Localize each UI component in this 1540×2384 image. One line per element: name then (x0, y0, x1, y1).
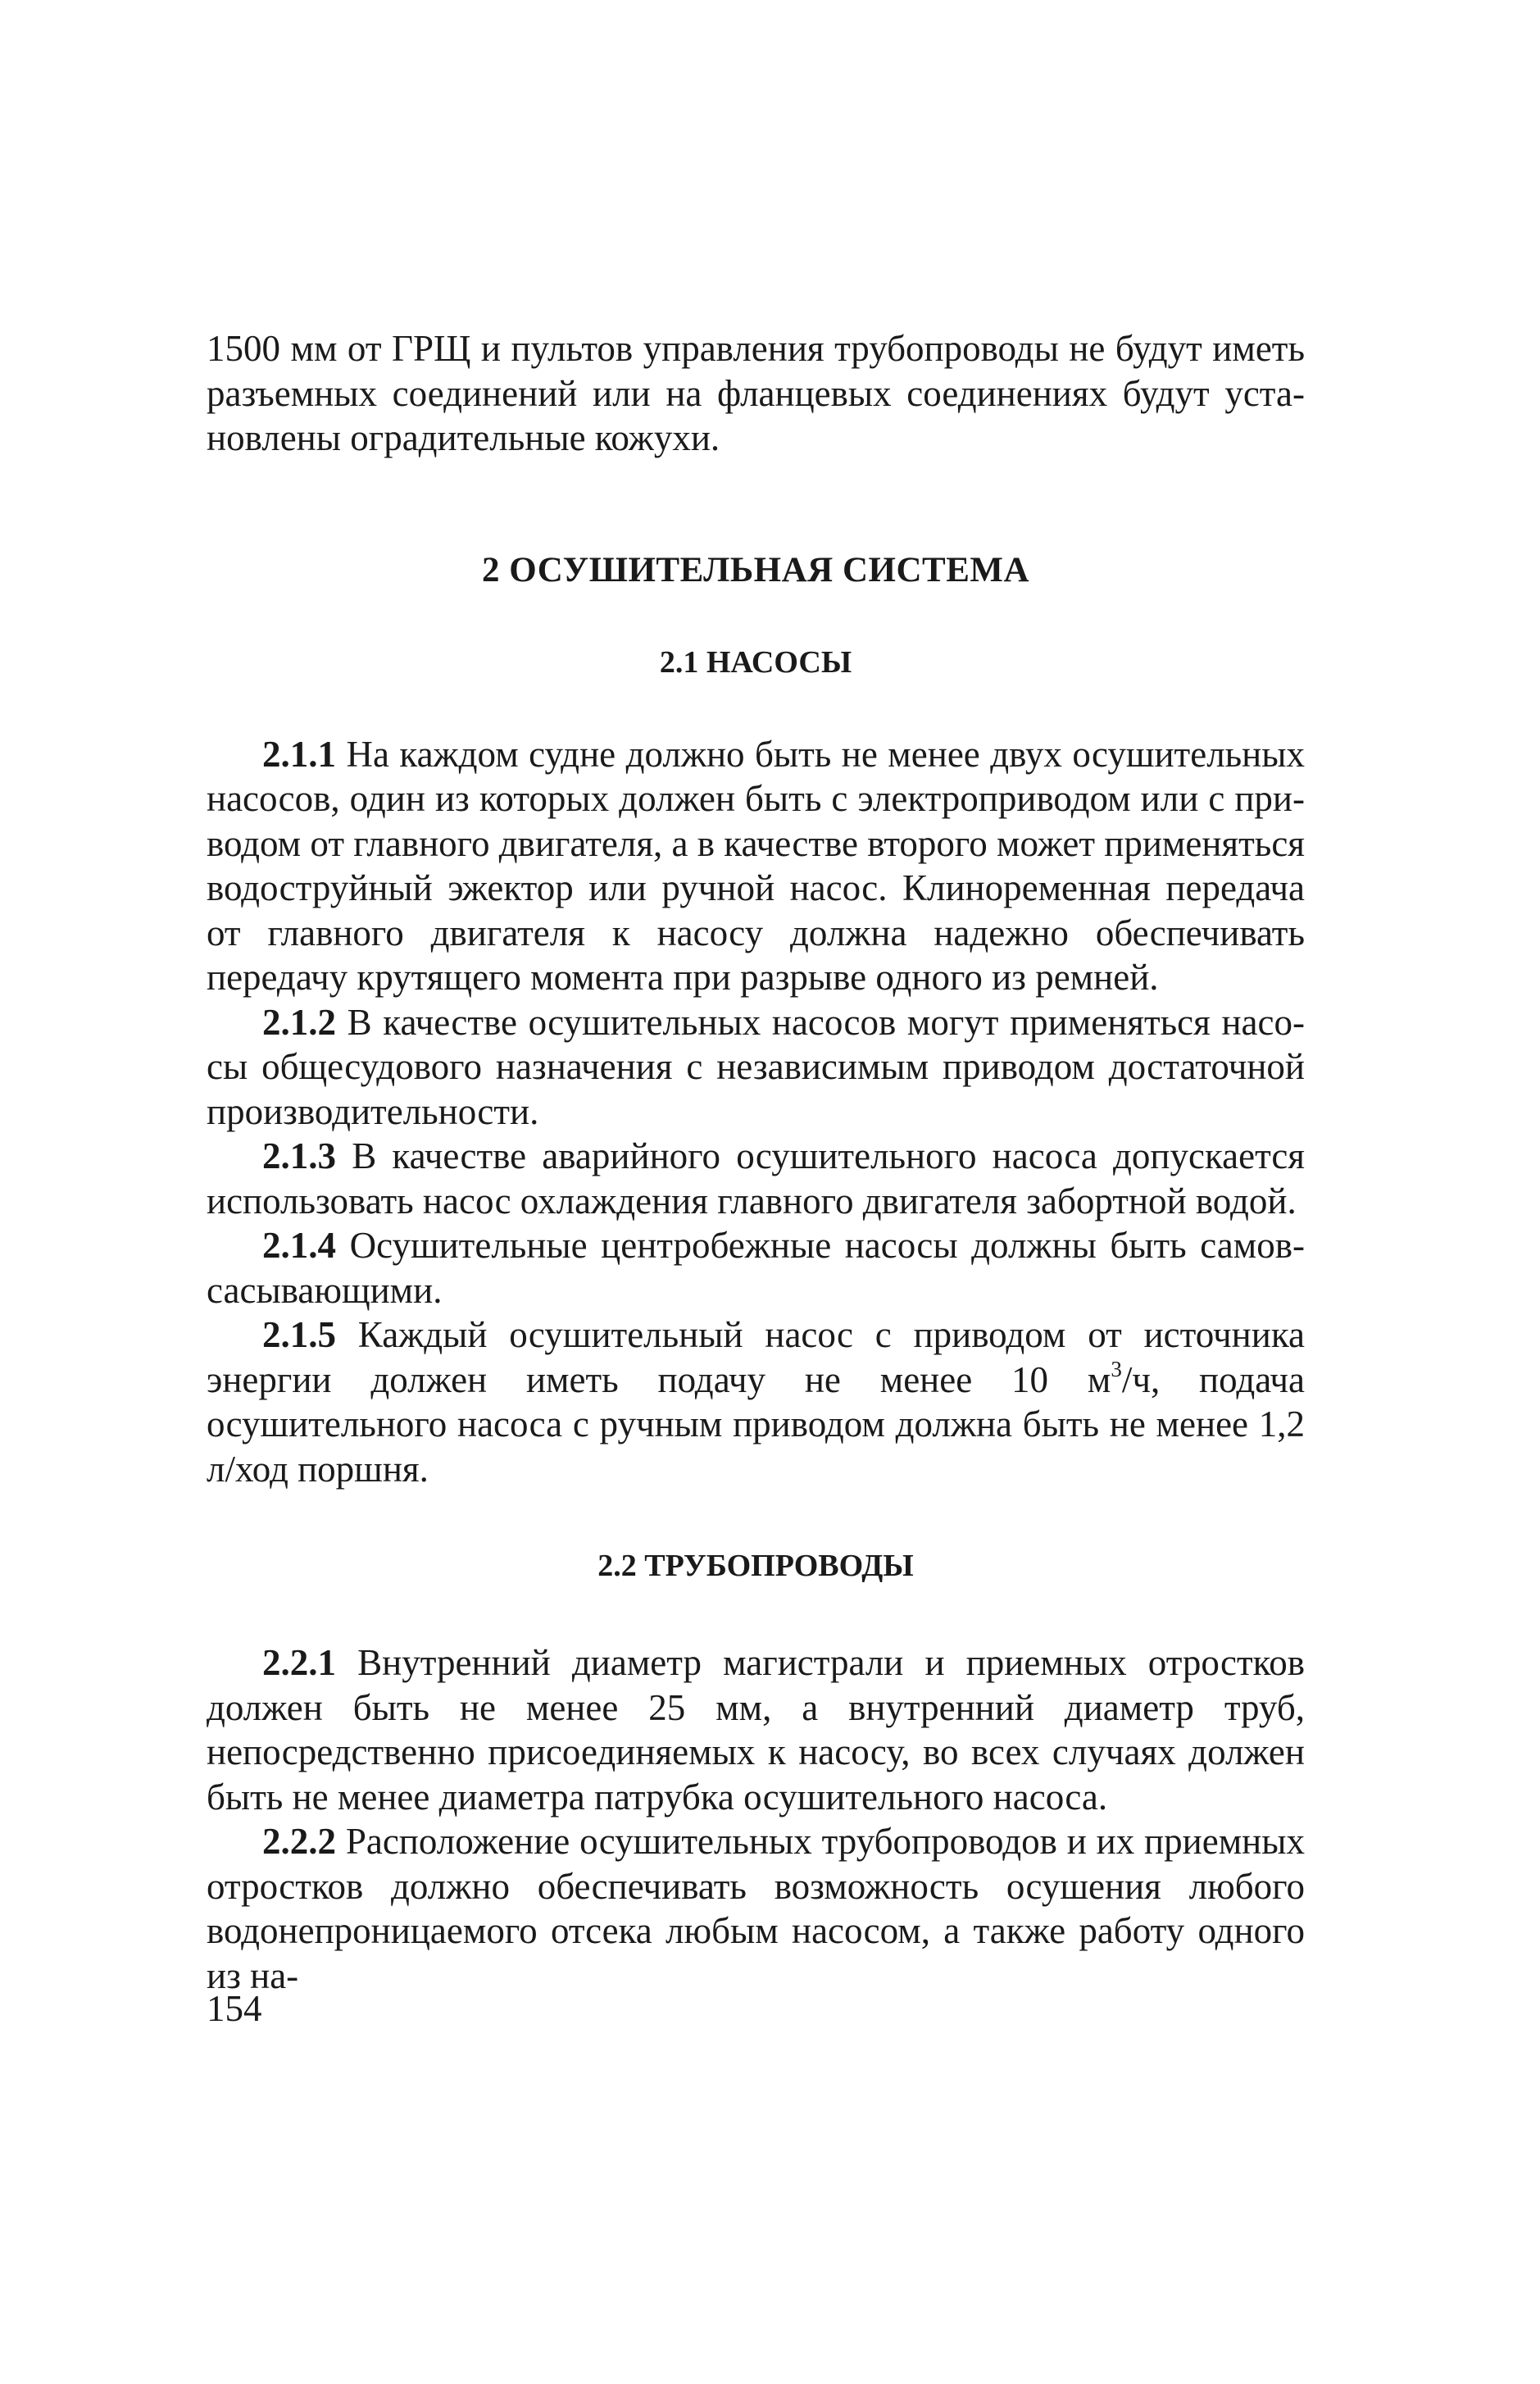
superscript: 3 (1111, 1356, 1122, 1381)
paragraph-2-2-1 (207, 1640, 1305, 1819)
paragraph-text: /ч, подача осушительного насоса с ручным приводом должна быть не менее 1,2 л/ход поршня. (207, 1358, 1305, 1490)
paragraph-2-1-1 (207, 732, 1305, 1000)
paragraph-number: 2.1.1 (262, 733, 336, 775)
paragraph-number: 2.2.2 (262, 1821, 336, 1862)
paragraph-2-1-4 (207, 1223, 1305, 1313)
paragraph-text: Расположение осушительных трубопроводов и их приемных отростков должно обеспечивать возможность осушения любого водонепроницаемого отсека любым насосом, а также работу одного из на- (207, 1821, 1305, 1996)
paragraph-2-2-2 (207, 1819, 1305, 1998)
intro-paragraph: 1500 мм от ГРЩ и пультов управления трубопроводы не будут иметь разъемных соединений или на фланцевых соединениях будут установлены оградительные кожухи. (207, 328, 1305, 458)
subsection-title-pumps: 2.1 НАСОСЫ (659, 644, 852, 680)
paragraph-2-1-5 (207, 1313, 1305, 1491)
paragraph-text: Осушительные центробежные насосы должны быть самовсасывающими. (207, 1225, 1305, 1311)
section-title: 2 ОСУШИТЕЛЬНАЯ СИСТЕМА (481, 550, 1030, 589)
paragraph-number: 2.1.2 (262, 1001, 336, 1043)
paragraph-number: 2.2.1 (262, 1642, 336, 1683)
paragraph-number: 2.1.5 (262, 1314, 336, 1355)
paragraph-number: 2.1.4 (262, 1225, 336, 1266)
paragraph-number: 2.1.3 (262, 1135, 336, 1176)
paragraph-text: На каждом судне должно быть не менее двух осушительных насосов, один из которых должен быть с электроприводом или с приводом от главного двигателя, а в качестве второго может применяться водоструйный эжектор или ручной насос. Клиноременная передача от главного двигателя к насосу должна надежно обеспечивать передачу крутящего момента при разрыве одного из ремней. (207, 733, 1305, 998)
subsection-title-pipelines: 2.2 ТРУБОПРОВОДЫ (597, 1549, 914, 1583)
page-number: 154 (207, 1988, 262, 2029)
paragraph-text: Каждый осушительный насос с приводом от источника энергии должен иметь подачу не менее 10 м (207, 1314, 1305, 1400)
paragraph-text: В качестве аварийного осушительного насоса допускается использовать насос охлаждения главного двигателя забортной водой. (207, 1135, 1305, 1222)
paragraph-text: Внутренний диаметр магистрали и приемных отростков должен быть не менее 25 мм, а внутренний диаметр труб, непосредственно присоединяемых к насосу, во всех случаях должен быть не менее диаметра патрубка осушительного насоса. (207, 1642, 1305, 1818)
paragraph-2-1-2 (207, 1000, 1305, 1135)
document-page (207, 326, 1305, 1998)
paragraph-text: В качестве осушительных насосов могут применяться насосы общесудового назначения с независимым приводом достаточной производительности. (207, 1001, 1305, 1132)
paragraph-2-1-3 (207, 1134, 1305, 1223)
